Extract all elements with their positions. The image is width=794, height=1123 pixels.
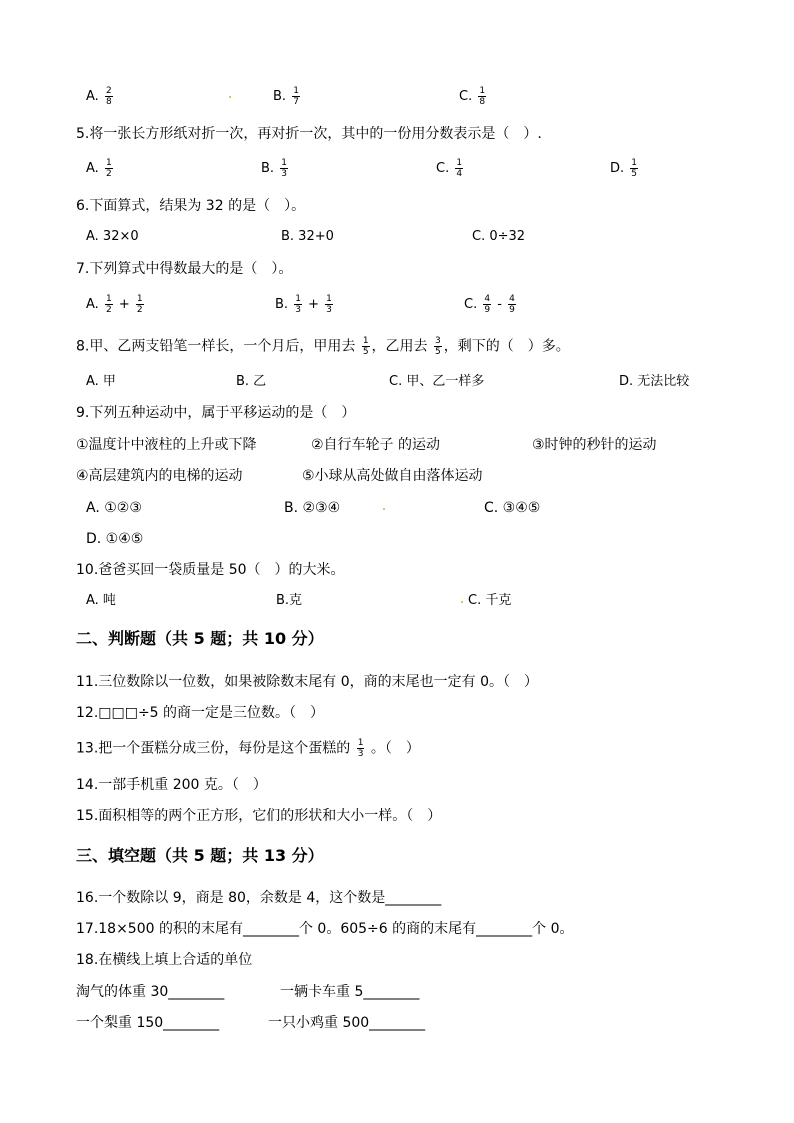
q13-text (76, 738, 420, 759)
fraction-numerator: 1 (357, 738, 364, 748)
option-label: A. (86, 297, 99, 312)
fraction-denominator: 5 (435, 347, 441, 357)
q5-option-d (610, 158, 640, 179)
option-label: B. (273, 89, 287, 104)
fraction-numerator: 1 (362, 336, 369, 346)
q18-blank-2: 一辆卡车重 5________ (280, 984, 420, 1000)
q18-blank-3: 一个梨重 150________ (76, 1015, 220, 1031)
option-label: B. (275, 297, 289, 312)
fraction-numerator: 2 (105, 86, 112, 96)
q18-text: 18.在横线上填上合适的单位 (76, 952, 253, 968)
fraction (630, 158, 638, 179)
fraction (325, 294, 333, 315)
q8-option-a: A. 甲 (86, 374, 116, 389)
q6-option-c: C. 0÷32 (472, 229, 526, 244)
fraction (434, 336, 442, 357)
fraction-denominator: 5 (631, 169, 638, 179)
fraction-numerator: 4 (509, 294, 515, 304)
q6-option-b: B. 32+0 (281, 229, 334, 244)
q4-option-b (273, 86, 302, 107)
option-label: A. (86, 161, 99, 176)
fraction-numerator: 1 (293, 86, 299, 96)
fraction-denominator: 3 (357, 749, 364, 759)
q18-blank-1: 淘气的体重 30________ (76, 984, 225, 1000)
fraction-numerator: 1 (326, 294, 332, 304)
option-label: A. (86, 89, 99, 104)
fraction (508, 294, 516, 315)
q16-text: 16.一个数除以 9，商是 80，余数是 4，这个数是________ (76, 890, 442, 906)
q8-text-part: ，乙用去 (371, 338, 428, 355)
q14-text: 14.一部手机重 200 克。（ ） (76, 777, 267, 793)
fraction-denominator: 3 (295, 305, 301, 315)
q8-text-part: 8.甲、乙两支铅笔一样长，一个月后，甲用去 (76, 338, 356, 355)
q6-text: 6.下面算式，结果为 32 的是（ ）。 (76, 198, 306, 214)
q9-option-d: D. ①④⑤ (86, 531, 144, 547)
fraction (105, 158, 113, 179)
stray-dot (383, 508, 385, 510)
q4-option-a (86, 86, 115, 107)
q7-option-a (86, 294, 146, 315)
q9-option-b: B. ②③④ (284, 500, 341, 516)
q6-option-a: A. 32×0 (86, 229, 139, 244)
q10-option-b: B.克 (276, 593, 303, 608)
q9-text: 9.下列五种运动中，属于平移运动的是（ ） (76, 405, 356, 421)
fraction-numerator: 1 (281, 158, 287, 168)
section-heading-fill-in: 三、填空题（共 5 题；共 13 分） (76, 846, 324, 865)
q8-option-d: D. 无法比较 (619, 374, 690, 389)
q15-text: 15.面积相等的两个正方形，它们的形状和大小一样。（ ） (76, 808, 442, 824)
operator: + (308, 297, 319, 312)
fraction (455, 158, 463, 179)
fraction-numerator: 1 (295, 294, 301, 304)
q9-option-c: C. ③④⑤ (484, 500, 541, 516)
fraction-denominator: 5 (362, 347, 369, 357)
fraction-denominator: 8 (479, 97, 486, 107)
fraction-numerator: 1 (456, 158, 463, 168)
q5-option-b (261, 158, 290, 179)
q9-item-5: ⑤小球从高处做自由落体运动 (302, 468, 483, 484)
fraction-numerator: 1 (105, 294, 112, 304)
q12-text: 12.□□□÷5 的商一定是三位数。（ ） (76, 705, 325, 721)
fraction-denominator: 7 (293, 97, 299, 107)
stray-dot (229, 96, 231, 98)
fraction (478, 86, 486, 107)
fraction (294, 294, 302, 315)
q8-option-c: C. 甲、乙一样多 (389, 374, 485, 389)
q7-text: 7.下列算式中得数最大的是（ ）。 (76, 261, 293, 277)
fraction-denominator: 3 (326, 305, 332, 315)
fraction-numerator: 1 (479, 86, 486, 96)
fraction-numerator: 1 (136, 294, 143, 304)
fraction-denominator: 8 (105, 97, 112, 107)
fraction (483, 294, 491, 315)
q11-text: 11.三位数除以一位数，如果被除数末尾有 0，商的末尾也一定有 0。（ ） (76, 674, 538, 690)
q7-option-b (275, 294, 335, 315)
fraction-denominator: 4 (456, 169, 463, 179)
q9-item-3: ③时钟的秒针的运动 (532, 437, 657, 453)
q8-text (76, 336, 570, 357)
q10-option-a: A. 吨 (86, 593, 116, 608)
fraction-denominator: 2 (136, 305, 143, 315)
fraction-denominator: 3 (281, 169, 287, 179)
fraction-numerator: 3 (435, 336, 441, 346)
fraction (105, 294, 113, 315)
q9-item-4: ④高层建筑内的电梯的运动 (76, 468, 243, 484)
option-label: C. (436, 161, 450, 176)
q10-option-c: C. 千克 (468, 593, 512, 608)
q18-blank-4: 一只小鸡重 500________ (268, 1015, 426, 1031)
q4-option-c (459, 86, 488, 107)
fraction-numerator: 1 (631, 158, 638, 168)
fraction-denominator: 9 (509, 305, 515, 315)
q8-option-b: B. 乙 (236, 374, 267, 389)
fraction-numerator: 1 (105, 158, 112, 168)
fraction-numerator: 4 (484, 294, 491, 304)
q5-option-a (86, 158, 115, 179)
q13-text-part: 。（ ） (370, 740, 420, 757)
fraction-denominator: 2 (105, 305, 112, 315)
fraction (280, 158, 288, 179)
fraction-denominator: 2 (105, 169, 112, 179)
q9-item-2: ②自行车轮子 的运动 (311, 437, 441, 453)
q7-option-c (464, 294, 518, 315)
section-heading-judgment: 二、判断题（共 5 题；共 10 分） (76, 629, 324, 648)
fraction (292, 86, 300, 107)
fraction (136, 294, 144, 315)
fraction (357, 738, 365, 759)
q9-item-1: ①温度计中液柱的上升或下降 (76, 437, 257, 453)
stray-dot (461, 601, 463, 603)
option-label: C. (464, 297, 478, 312)
operator: + (118, 297, 130, 312)
option-label: B. (261, 161, 275, 176)
q10-text: 10.爸爸买回一袋质量是 50（ ）的大米。 (76, 562, 345, 578)
fraction-denominator: 9 (484, 305, 491, 315)
fraction (105, 86, 113, 107)
q5-option-c (436, 158, 465, 179)
fraction (362, 336, 370, 357)
q9-option-a: A. ①②③ (86, 500, 142, 516)
q8-text-part: ，剩下的（ ）多。 (443, 338, 570, 355)
option-label: D. (610, 161, 625, 176)
q17-text: 17.18×500 的积的末尾有________个 0。605÷6 的商的末尾有________个 0。 (76, 921, 574, 937)
option-label: C. (459, 89, 473, 104)
q5-text: 5.将一张长方形纸对折一次，再对折一次，其中的一份用分数表示是（ ）. (76, 126, 542, 142)
operator: - (497, 297, 502, 312)
q13-text-part: 13.把一个蛋糕分成三份，每份是这个蛋糕的 (76, 740, 351, 757)
